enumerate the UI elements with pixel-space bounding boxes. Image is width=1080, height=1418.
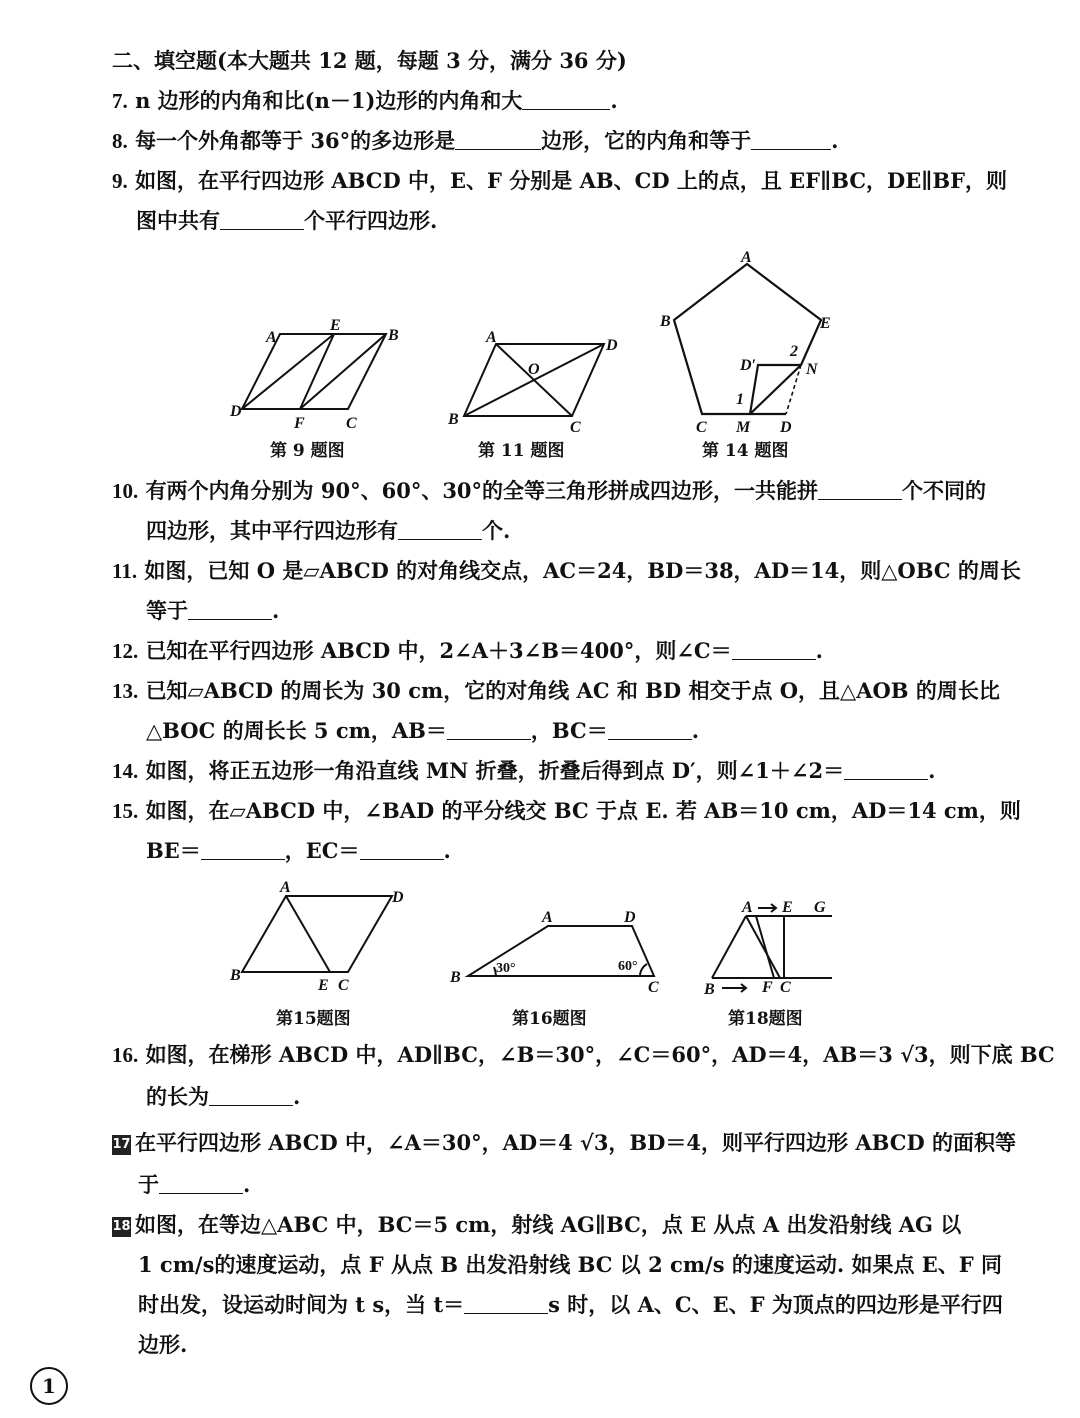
question-16-line2 [146, 1082, 300, 1112]
question-text: 个平行四边形. [304, 208, 438, 233]
question-text: 如图，已知 O 是▱ABCD 的对角线交点，AC＝24，BD＝38，AD＝14，则△OBC 的周长 [144, 558, 1021, 583]
question-text: 的长为 [146, 1084, 209, 1109]
question-text: . [243, 1172, 251, 1197]
question-number: 8. [112, 129, 128, 153]
label-B: B [448, 411, 459, 428]
question-10-line2 [146, 516, 510, 546]
question-number-badge: 17 [112, 1135, 131, 1155]
answer-blank[interactable] [201, 839, 285, 860]
answer-blank[interactable] [732, 639, 816, 660]
answer-blank[interactable] [360, 839, 444, 860]
label-D: D [780, 419, 792, 436]
question-number: 10. [112, 479, 139, 503]
question-text: 每一个外角都等于 36°的多边形是 [135, 128, 456, 153]
question-9-line2 [136, 206, 437, 236]
label-D: D [392, 889, 404, 906]
trapezoid-diagram [444, 904, 664, 996]
label-angle-B: 30° [496, 961, 516, 976]
label-E: E [318, 977, 329, 994]
label-O: O [528, 361, 540, 378]
pentagon-fold-diagram [656, 246, 846, 436]
label-A: A [542, 909, 553, 926]
question-18 [112, 1210, 961, 1240]
question-number: 13. [112, 679, 139, 703]
figure-9 [230, 310, 410, 430]
question-8 [112, 126, 838, 156]
answer-blank[interactable] [522, 89, 610, 110]
question-number: 14. [112, 759, 139, 783]
question-18-line4: 边形. [138, 1332, 188, 1357]
question-text: . [928, 758, 936, 783]
answer-blank[interactable] [818, 479, 902, 500]
answer-blank[interactable] [447, 719, 531, 740]
question-text: 边形，它的内角和等于 [541, 128, 752, 153]
question-text: 如图，将正五边形一角沿直线 MN 折叠，折叠后得到点 D′，则∠1＋∠2＝ [145, 758, 845, 783]
answer-blank[interactable] [220, 209, 304, 230]
label-1: 1 [736, 391, 744, 408]
question-number: 15. [112, 799, 139, 823]
question-15-line2 [146, 836, 451, 866]
question-number: 7. [112, 89, 128, 113]
question-11-line2 [146, 596, 279, 626]
answer-blank[interactable] [608, 719, 692, 740]
label-B: B [388, 327, 399, 344]
question-text: 时出发，设运动时间为 t s，当 t＝ [138, 1292, 465, 1317]
question-text: 如图，在等边△ABC 中，BC＝5 cm，射线 AG∥BC，点 E 从点 A 出发沿射线 AG 以 [135, 1212, 962, 1237]
question-13-line2 [146, 716, 699, 746]
label-F: F [294, 415, 305, 432]
label-E: E [782, 899, 793, 916]
label-B: B [450, 969, 461, 986]
question-text: 于 [138, 1172, 159, 1197]
label-N: N [806, 361, 818, 378]
question-number: 11. [112, 559, 138, 583]
label-C: C [338, 977, 349, 994]
figure-16 [444, 904, 664, 996]
label-F: F [762, 979, 773, 996]
question-text: . [831, 128, 839, 153]
question-9 [112, 166, 1007, 196]
section-header: 二、填空题(本大题共 12 题，每题 3 分，满分 36 分) [112, 48, 627, 73]
question-text: 如图，在平行四边形 ABCD 中，E、F 分别是 AB、CD 上的点，且 EF∥BC，DE∥BF，则 [135, 168, 1008, 193]
label-A: A [741, 249, 752, 266]
answer-blank[interactable] [188, 599, 272, 620]
label-A: A [742, 899, 753, 916]
question-7 [112, 86, 618, 116]
parallelogram-diagonals-diagram [440, 320, 630, 434]
label-A: A [266, 329, 277, 346]
answer-blank[interactable] [455, 129, 541, 150]
question-text: 如图，在▱ABCD 中，∠BAD 的平分线交 BC 于点 E. 若 AB＝10 cm，AD＝14 cm，则 [145, 798, 1021, 823]
label-C: C [648, 979, 659, 996]
question-text: △BOC 的周长长 5 cm，AB＝ [146, 718, 447, 743]
question-18-line3 [138, 1290, 1003, 1320]
figure-15 [226, 876, 416, 996]
question-text: . [691, 718, 700, 743]
question-text: 有两个内角分别为 90°、60°、30°的全等三角形拼成四边形，一共能拼 [145, 478, 819, 503]
question-text: 四边形，其中平行四边形有 [146, 518, 398, 543]
question-15 [112, 796, 1021, 826]
label-D-prime: D′ [740, 357, 757, 374]
question-text: n 边形的内角和比(n－1)边形的内角和大 [135, 88, 523, 113]
label-D: D [230, 403, 242, 420]
answer-blank[interactable] [844, 759, 928, 780]
question-text: 已知在平行四边形 ABCD 中，2∠A＋3∠B＝400°，则∠C＝ [145, 638, 732, 663]
question-text: 等于 [146, 598, 188, 623]
question-text: . [610, 88, 618, 113]
question-11 [112, 556, 1021, 586]
equilateral-triangle-rays-diagram [698, 892, 838, 998]
question-13 [112, 676, 1000, 706]
question-number-badge: 18 [112, 1217, 131, 1237]
figure-18 [698, 892, 838, 998]
label-D: D [606, 337, 618, 354]
answer-blank[interactable] [398, 519, 482, 540]
label-C: C [780, 979, 791, 996]
label-D: D [624, 909, 636, 926]
question-text: s 时，以 A、C、E、F 为顶点的四边形是平行四 [548, 1292, 1003, 1317]
question-text: 个不同的 [902, 478, 987, 503]
figure-16-caption: 第16题图 [512, 1009, 587, 1029]
answer-blank[interactable] [209, 1085, 293, 1106]
label-G: G [814, 899, 826, 916]
label-C: C [696, 419, 707, 436]
figure-11-caption: 第 11 题图 [478, 441, 565, 461]
question-text: BE＝ [146, 838, 201, 863]
question-text: 如图，在梯形 ABCD 中，AD∥BC，∠B＝30°，∠C＝60°，AD＝4，AB＝3 √3，则下底 BC [145, 1042, 1055, 1067]
figure-14 [656, 246, 846, 436]
figure-9-caption: 第 9 题图 [270, 441, 345, 461]
question-text: . [272, 598, 280, 623]
question-17 [112, 1128, 1016, 1158]
label-E: E [820, 315, 831, 332]
question-16 [112, 1040, 1055, 1070]
question-text: . [443, 838, 451, 863]
figure-15-caption: 第15题图 [276, 1009, 351, 1029]
question-text: ，BC＝ [530, 718, 608, 743]
label-B: B [660, 313, 671, 330]
question-12 [112, 636, 823, 666]
question-text: . [815, 638, 823, 663]
label-angle-C: 60° [618, 959, 638, 974]
question-17-line2 [138, 1170, 250, 1200]
question-text: 已知▱ABCD 的周长为 30 cm，它的对角线 AC 和 BD 相交于点 O，且△AOB 的周长比 [145, 678, 1000, 703]
question-number: 16. [112, 1043, 139, 1067]
answer-blank[interactable] [751, 129, 831, 150]
question-text: 个. [482, 518, 511, 543]
question-text: ，EC＝ [284, 838, 360, 863]
question-number: 9. [112, 169, 128, 193]
parallelogram-bisector-diagram [226, 876, 416, 996]
label-M: M [736, 419, 751, 436]
label-C: C [346, 415, 357, 432]
question-10 [112, 476, 986, 506]
label-B: B [704, 981, 715, 998]
question-text: . [293, 1084, 301, 1109]
question-text: 在平行四边形 ABCD 中，∠A＝30°，AD＝4 √3，BD＝4，则平行四边形 ABCD 的面积等 [135, 1130, 1016, 1155]
label-E: E [330, 317, 341, 334]
figure-18-caption: 第18题图 [728, 1009, 803, 1029]
label-C: C [570, 419, 581, 436]
page-number: 1 [30, 1367, 68, 1405]
answer-blank[interactable] [159, 1173, 243, 1194]
parallelogram-diagram [230, 310, 410, 430]
question-14 [112, 756, 935, 786]
label-A: A [280, 879, 291, 896]
label-B: B [230, 967, 241, 984]
label-2: 2 [790, 343, 798, 360]
figure-11 [440, 320, 630, 434]
question-number: 12. [112, 639, 139, 663]
label-A: A [486, 329, 497, 346]
question-text: 图中共有 [136, 208, 220, 233]
answer-blank[interactable] [464, 1293, 548, 1314]
question-18-line2: 1 cm/s的速度运动，点 F 从点 B 出发沿射线 BC 以 2 cm/s 的速度运动. 如果点 E、F 同 [138, 1252, 1003, 1277]
figure-14-caption: 第 14 题图 [702, 441, 789, 461]
